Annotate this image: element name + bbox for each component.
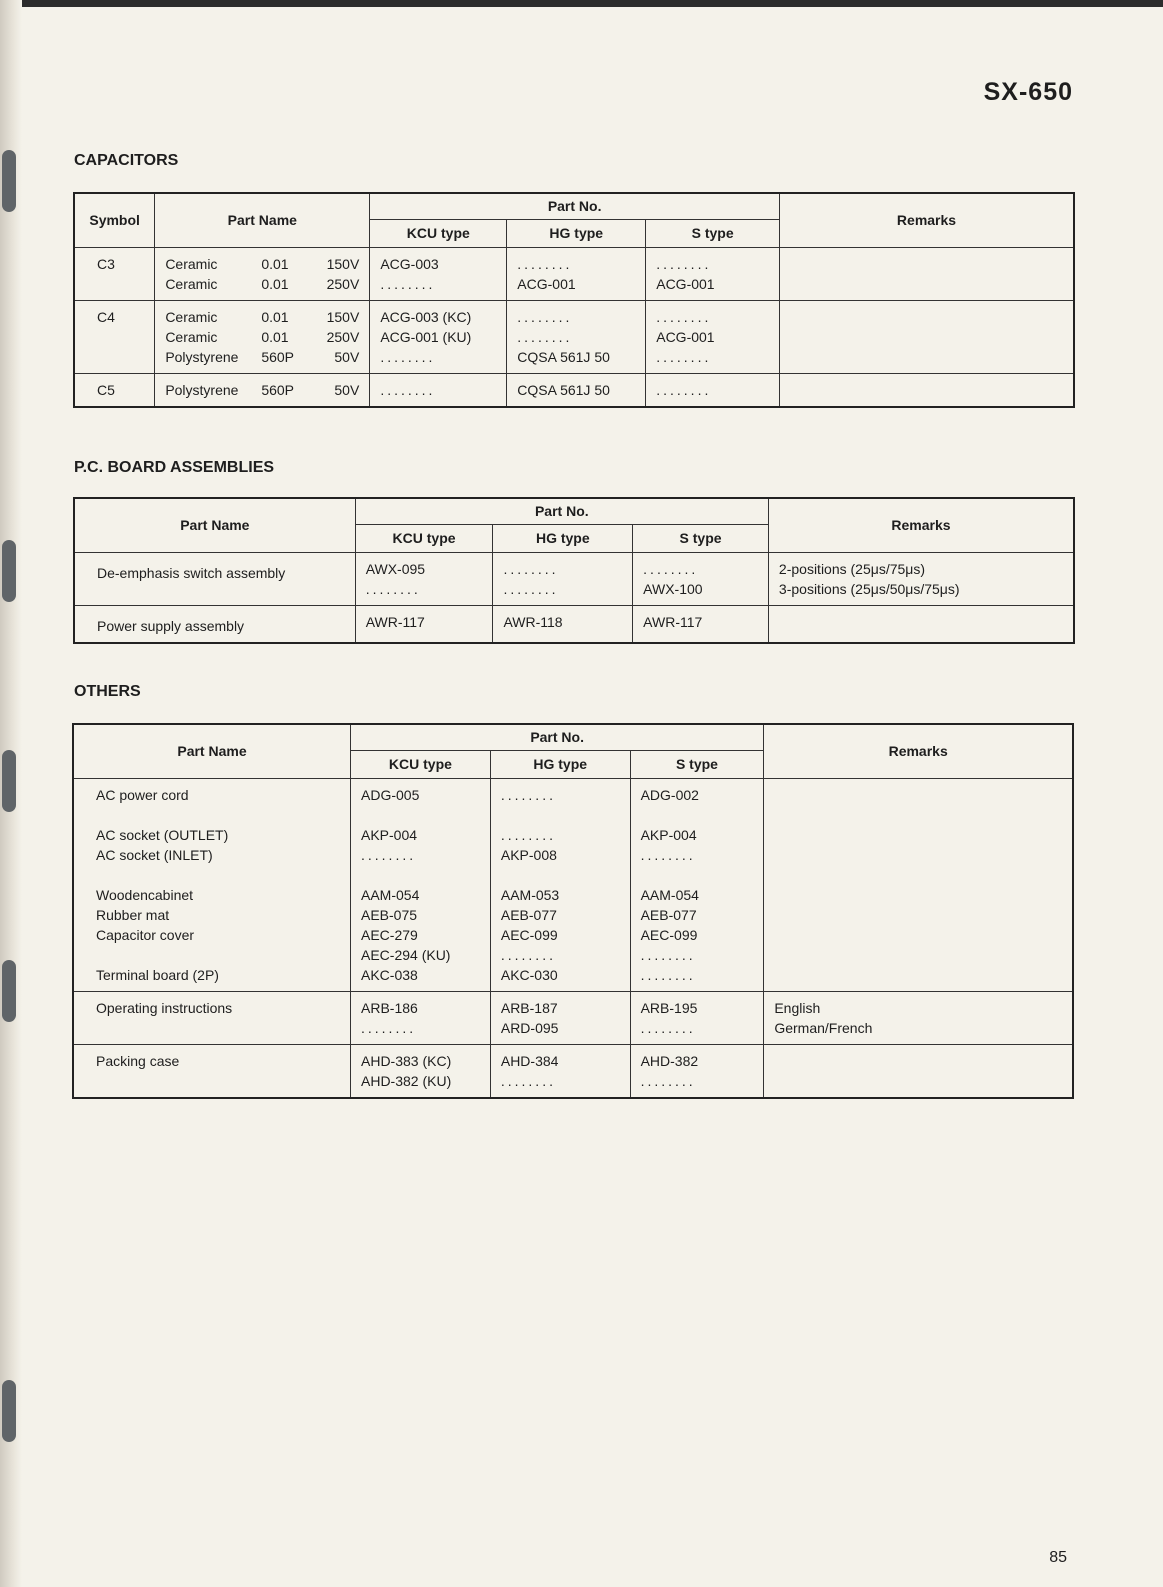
- part-value: 0.01: [261, 308, 289, 325]
- s-cell-line: AAM-054: [640, 886, 699, 903]
- pcb-title: P.C. BOARD ASSEMBLIES: [74, 459, 275, 476]
- part-name-cell: [74, 552, 355, 605]
- kcu-cell-line: ........: [380, 275, 436, 292]
- remarks-cell: [780, 373, 1075, 407]
- hg-cell-line: AAM-053: [500, 886, 560, 903]
- hg-cell-line: ........: [500, 1072, 556, 1089]
- symbol-label: C4: [97, 308, 115, 325]
- part-voltage: 150V: [326, 308, 360, 325]
- kcu-cell-line: ........: [361, 1019, 417, 1036]
- binder-ring: [2, 540, 16, 602]
- symbol-cell: [74, 300, 155, 373]
- s-cell-line: ACG-001: [656, 328, 715, 345]
- remarks-cell: [768, 605, 1074, 643]
- col-hg: HG type: [507, 219, 646, 247]
- part-value: 0.01: [261, 275, 289, 292]
- col-part-name: Part Name: [74, 498, 355, 552]
- kcu-cell-line: ACG-003 (KC): [380, 308, 472, 325]
- part-name-cell-line: [96, 945, 340, 965]
- hg-cell: [490, 778, 630, 991]
- col-kcu: KCU type: [370, 219, 507, 247]
- s-cell-line: ........: [656, 348, 712, 365]
- hg-cell-line: [501, 805, 620, 825]
- kcu-cell-line: AAM-054: [361, 886, 420, 903]
- table-row: [74, 247, 1074, 300]
- kcu-cell-line: AEC-279: [361, 926, 418, 943]
- remarks-cell: [780, 300, 1075, 373]
- col-hg: HG type: [490, 750, 630, 778]
- hg-cell-line: ACG-001: [517, 275, 576, 292]
- part-type: Ceramic: [165, 328, 218, 345]
- part-value: 560P: [261, 348, 295, 365]
- part-type: Ceramic: [165, 275, 218, 292]
- kcu-cell-line: ARB-186: [361, 999, 418, 1016]
- capacitors-title: CAPACITORS: [74, 152, 179, 169]
- part-name-cell: [73, 778, 351, 991]
- hg-cell-line: CQSA 561J 50: [517, 381, 610, 398]
- kcu-cell-line: AWR-117: [365, 613, 425, 630]
- part-name-cell-line: AC socket (OUTLET): [96, 826, 229, 843]
- hg-cell-line: AEB-077: [500, 906, 557, 923]
- part-voltage: 250V: [326, 328, 360, 345]
- kcu-cell-line: ADG-005: [361, 786, 420, 803]
- kcu-cell-line: [361, 865, 480, 885]
- table-row: [73, 1044, 1073, 1098]
- kcu-cell-line: AHD-382 (KU): [361, 1072, 452, 1089]
- col-symbol: Symbol: [74, 193, 155, 247]
- hg-cell-line: ARD-095: [500, 1019, 559, 1036]
- s-cell: [633, 552, 769, 605]
- hg-cell-line: ........: [500, 786, 556, 803]
- kcu-cell: [370, 300, 507, 373]
- kcu-cell-line: ACG-003: [380, 255, 439, 272]
- s-cell-line: ........: [643, 560, 699, 577]
- s-cell-line: [641, 805, 754, 825]
- binder-ring: [2, 750, 16, 812]
- hg-cell: [490, 1044, 630, 1098]
- col-remarks: Remarks: [768, 498, 1074, 552]
- part-type: Polystyrene: [165, 348, 239, 365]
- remarks-cell: [768, 552, 1074, 605]
- hg-cell: [507, 373, 646, 407]
- part-type: Polystyrene: [165, 381, 239, 398]
- remarks-cell: [764, 991, 1073, 1044]
- s-cell-line: AEB-077: [640, 906, 697, 923]
- part-spec: [165, 307, 359, 327]
- kcu-cell-line: AHD-383 (KC): [361, 1052, 452, 1069]
- remarks-cell-line: 2-positions (25μs/75μs): [778, 560, 926, 577]
- kcu-cell-line: AWX-095: [365, 560, 426, 577]
- model-number: SX-650: [983, 78, 1073, 106]
- col-s: S type: [630, 750, 764, 778]
- s-cell-line: ........: [656, 255, 712, 272]
- part-voltage: 250V: [326, 275, 360, 292]
- s-cell: [633, 605, 769, 643]
- part-name-cell: [73, 1044, 351, 1098]
- symbol-label: C3: [97, 255, 115, 272]
- hg-cell-line: ........: [500, 946, 556, 963]
- page-number: 85: [1049, 1549, 1067, 1566]
- hg-cell-line: AWR-118: [503, 613, 563, 630]
- remarks-cell: [780, 247, 1075, 300]
- page-top-edge: [0, 0, 1163, 7]
- hg-cell-line: ........: [503, 560, 559, 577]
- part-name-cell-line: [96, 805, 340, 825]
- remarks-cell-line: English: [774, 999, 821, 1016]
- part-name-cell: [73, 991, 351, 1044]
- part-name-cell-line: Capacitor cover: [96, 926, 195, 943]
- hg-cell: [493, 552, 633, 605]
- s-cell-line: ........: [640, 1019, 696, 1036]
- symbol-label: C5: [97, 381, 115, 398]
- kcu-cell-line: AKP-004: [361, 826, 418, 843]
- part-name-cell-line: AC socket (INLET): [96, 846, 213, 863]
- s-cell-line: AKP-004: [640, 826, 697, 843]
- part-type: Ceramic: [165, 308, 218, 325]
- kcu-cell: [351, 778, 491, 991]
- remarks-cell-line: German/French: [774, 1019, 873, 1036]
- s-cell: [646, 300, 780, 373]
- col-part-no: Part No.: [351, 724, 764, 750]
- s-cell-line: AEC-099: [640, 926, 698, 943]
- s-cell-line: AWX-100: [643, 580, 703, 597]
- col-kcu: KCU type: [355, 524, 493, 552]
- col-s: S type: [633, 524, 769, 552]
- s-cell-line: AWR-117: [643, 613, 703, 630]
- hg-cell-line: ........: [503, 580, 559, 597]
- binder-ring: [2, 960, 16, 1022]
- kcu-cell-line: AKC-038: [361, 966, 418, 983]
- s-cell: [646, 247, 780, 300]
- part-type: Ceramic: [165, 255, 218, 272]
- part-voltage: 50V: [334, 381, 360, 398]
- s-cell-line: [641, 865, 754, 885]
- col-part-no: Part No.: [355, 498, 768, 524]
- part-spec: [165, 274, 359, 294]
- table-row: [73, 778, 1073, 991]
- symbol-cell: [74, 373, 155, 407]
- part-value: 0.01: [261, 255, 289, 272]
- s-cell-line: ........: [640, 846, 696, 863]
- s-cell-line: AHD-382: [640, 1052, 699, 1069]
- part-spec: [165, 327, 359, 347]
- part-name-cell: [155, 247, 370, 300]
- part-name-cell-line: [96, 865, 340, 885]
- col-part-name: Part Name: [73, 724, 351, 778]
- kcu-cell-line: [361, 805, 480, 825]
- s-cell: [630, 991, 764, 1044]
- capacitors-table: [73, 192, 1075, 408]
- col-remarks: Remarks: [764, 724, 1073, 778]
- kcu-cell: [351, 991, 491, 1044]
- hg-cell: [493, 605, 633, 643]
- part-voltage: 150V: [326, 255, 360, 272]
- part-spec: [165, 254, 359, 274]
- col-remarks: Remarks: [780, 193, 1075, 247]
- hg-cell-line: [501, 865, 620, 885]
- s-cell: [630, 1044, 764, 1098]
- others-table: [72, 723, 1074, 1099]
- kcu-cell-line: AEB-075: [361, 906, 418, 923]
- part-value: 560P: [261, 381, 295, 398]
- part-name-cell-line: AC power cord: [96, 786, 189, 803]
- hg-cell-line: AEC-099: [500, 926, 558, 943]
- part-name-cell: [74, 605, 355, 643]
- part-spec: [165, 380, 359, 400]
- binder-edge: [0, 0, 22, 1587]
- hg-cell-line: AKC-030: [500, 966, 558, 983]
- remarks-cell: [764, 1044, 1073, 1098]
- kcu-cell: [351, 1044, 491, 1098]
- kcu-cell: [355, 552, 493, 605]
- s-cell-line: ........: [640, 946, 696, 963]
- hg-cell-line: ........: [517, 255, 573, 272]
- table-row: [74, 300, 1074, 373]
- s-cell: [646, 373, 780, 407]
- table-row: [74, 552, 1074, 605]
- others-title: OTHERS: [74, 683, 141, 700]
- hg-cell-line: ........: [517, 308, 573, 325]
- s-cell: [630, 778, 764, 991]
- table-row: [74, 605, 1074, 643]
- s-cell-line: ........: [640, 1072, 696, 1089]
- s-cell-line: ADG-002: [640, 786, 699, 803]
- s-cell-line: ........: [656, 308, 712, 325]
- col-part-no: Part No.: [370, 193, 780, 219]
- kcu-cell-line: ........: [365, 580, 421, 597]
- kcu-cell-line: ........: [380, 381, 436, 398]
- hg-cell: [507, 247, 646, 300]
- remarks-cell: [764, 778, 1073, 991]
- kcu-cell-line: AEC-294 (KU): [361, 946, 451, 963]
- kcu-cell-line: ........: [361, 846, 417, 863]
- kcu-cell: [370, 373, 507, 407]
- part-name-cell-line: Rubber mat: [96, 906, 170, 923]
- s-cell-line: ........: [656, 381, 712, 398]
- part-name-cell: [155, 300, 370, 373]
- col-hg: HG type: [493, 524, 633, 552]
- col-kcu: KCU type: [351, 750, 491, 778]
- hg-cell-line: ........: [500, 826, 556, 843]
- hg-cell-line: AKP-008: [500, 846, 557, 863]
- table-row: [74, 373, 1074, 407]
- kcu-cell-line: ACG-001 (KU): [380, 328, 472, 345]
- hg-cell: [490, 991, 630, 1044]
- part-value: 0.01: [261, 328, 289, 345]
- part-name-cell: [155, 373, 370, 407]
- part-spec: [165, 347, 359, 367]
- s-cell-line: ........: [640, 966, 696, 983]
- part-voltage: 50V: [334, 348, 360, 365]
- binder-ring: [2, 150, 16, 212]
- symbol-cell: [74, 247, 155, 300]
- part-name: De-emphasis switch assembly: [97, 564, 286, 581]
- part-name-cell-line: Operating instructions: [96, 999, 233, 1016]
- pcb-table: [73, 497, 1075, 644]
- s-cell-line: ACG-001: [656, 275, 715, 292]
- part-name-cell-line: Woodencabinet: [96, 886, 194, 903]
- kcu-cell: [355, 605, 493, 643]
- table-row: [73, 991, 1073, 1044]
- hg-cell-line: ........: [517, 328, 573, 345]
- hg-cell-line: AHD-384: [500, 1052, 559, 1069]
- s-cell-line: ARB-195: [640, 999, 698, 1016]
- kcu-cell: [370, 247, 507, 300]
- hg-cell-line: ARB-187: [500, 999, 558, 1016]
- hg-cell: [507, 300, 646, 373]
- part-name-cell-line: Packing case: [96, 1052, 180, 1069]
- binder-ring: [2, 1380, 16, 1442]
- remarks-cell-line: 3-positions (25μs/50μs/75μs): [778, 580, 960, 597]
- hg-cell-line: CQSA 561J 50: [517, 348, 610, 365]
- part-name-cell-line: Terminal board (2P): [96, 966, 219, 983]
- col-part-name: Part Name: [155, 193, 370, 247]
- col-s: S type: [646, 219, 780, 247]
- part-name: Power supply assembly: [97, 617, 245, 634]
- kcu-cell-line: ........: [380, 348, 436, 365]
